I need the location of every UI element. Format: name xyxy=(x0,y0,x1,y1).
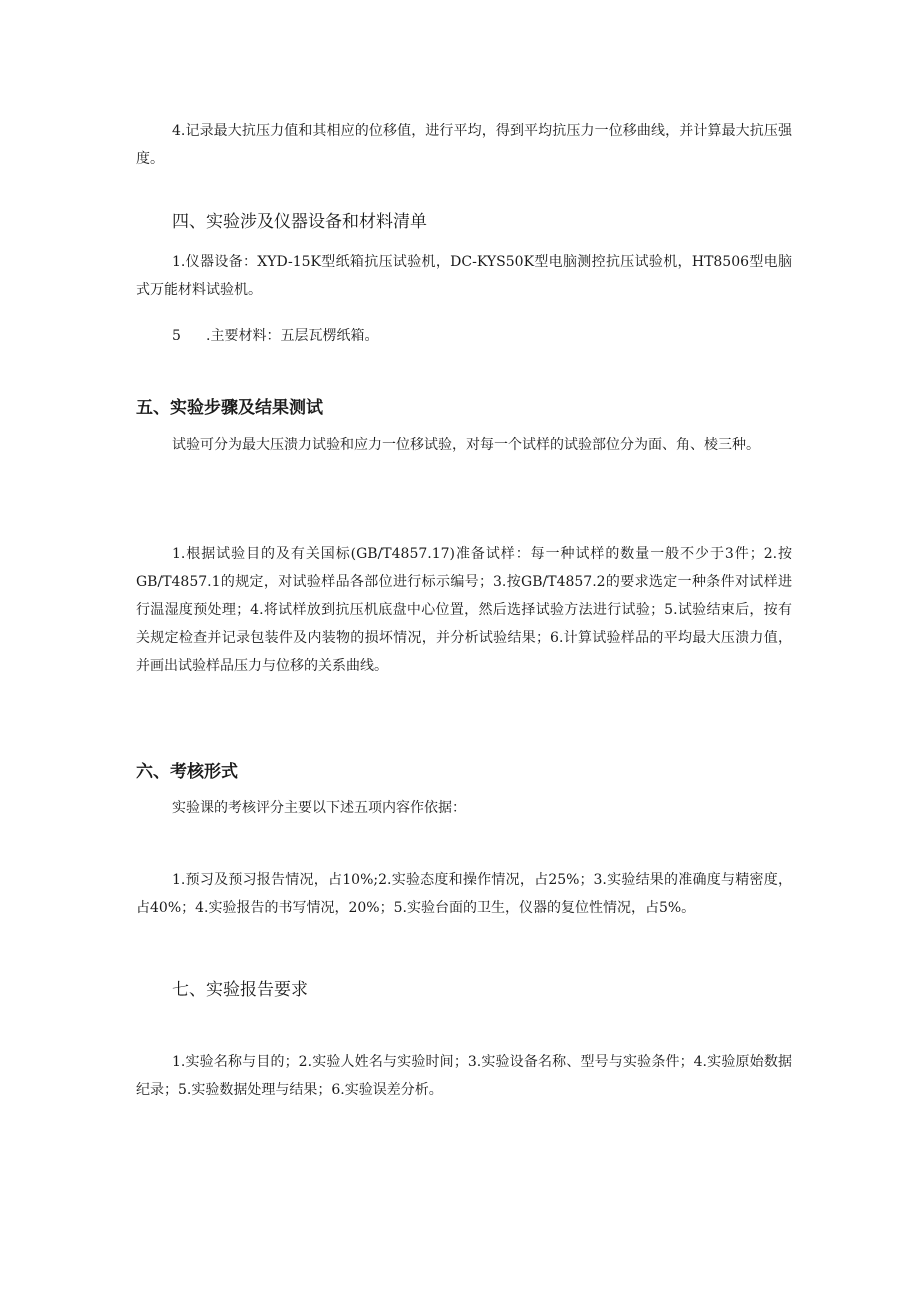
section-6-intro: 实验课的考核评分主要以下述五项内容作依据： xyxy=(172,800,466,816)
materials-item xyxy=(172,322,378,350)
materials-text: .主要材料：五层瓦楞纸箱。 xyxy=(206,328,379,344)
section-6-items: 1.预习及预习报告情况，占10%;2.实验态度和操作情况，占25%；3.实验结果的准确度与精密度，占40%；4.实验报告的书写情况，20%；5.实验台面的卫生，仪器的复位性情况，占5%。 xyxy=(136,872,792,916)
step-4-paragraph: 4.记录最大抗压力值和其相应的位移值，进行平均，得到平均抗压力一位移曲线，并计算最大抗压强度。 xyxy=(136,123,792,167)
equipment-paragraph: 1.仪器设备：XYD-15K型纸箱抗压试验机，DC-KYS50K型电脑测控抗压试验机，HT8506型电脑式万能材料试验机。 xyxy=(136,254,792,298)
section-6-heading: 六、考核形式 xyxy=(136,762,238,782)
section-4-heading: 四、实验涉及仪器设备和材料清单 xyxy=(172,212,427,232)
materials-number: 5 xyxy=(172,328,181,344)
section-5-intro: 试验可分为最大压溃力试验和应力一位移试验，对每一个试样的试验部位分为面、角、棱三种。 xyxy=(172,437,760,453)
section-7-items: 1.实验名称与目的；2.实验人姓名与实验时间；3.实验设备名称、型号与实验条件；4.实验原始数据纪录；5.实验数据处理与结果；6.实验误差分析。 xyxy=(136,1054,792,1098)
section-7-heading: 七、实验报告要求 xyxy=(172,980,308,1000)
section-5-heading: 五、实验步骤及结果测试 xyxy=(136,398,323,418)
section-5-steps: 1.根据试验目的及有关国标(GB/T4857.17)准备试样：每一种试样的数量一般不少于3件；2.按GB/T4857.1的规定，对试验样品各部位进行标示编号；3.按GB/T4857.2的要求选定一种条件对试样进行温湿度预处理；4.将试样放到抗压机底盘中心位置，然后选择试验方法进行试验；5.试验结束后，按有关规定检查并记录包装件及内装物的损坏情况，并分析试验结果；6.计算试验样品的平均最大压溃力值，并画出试验样品压力与位移的关系曲线。 xyxy=(136,546,792,674)
